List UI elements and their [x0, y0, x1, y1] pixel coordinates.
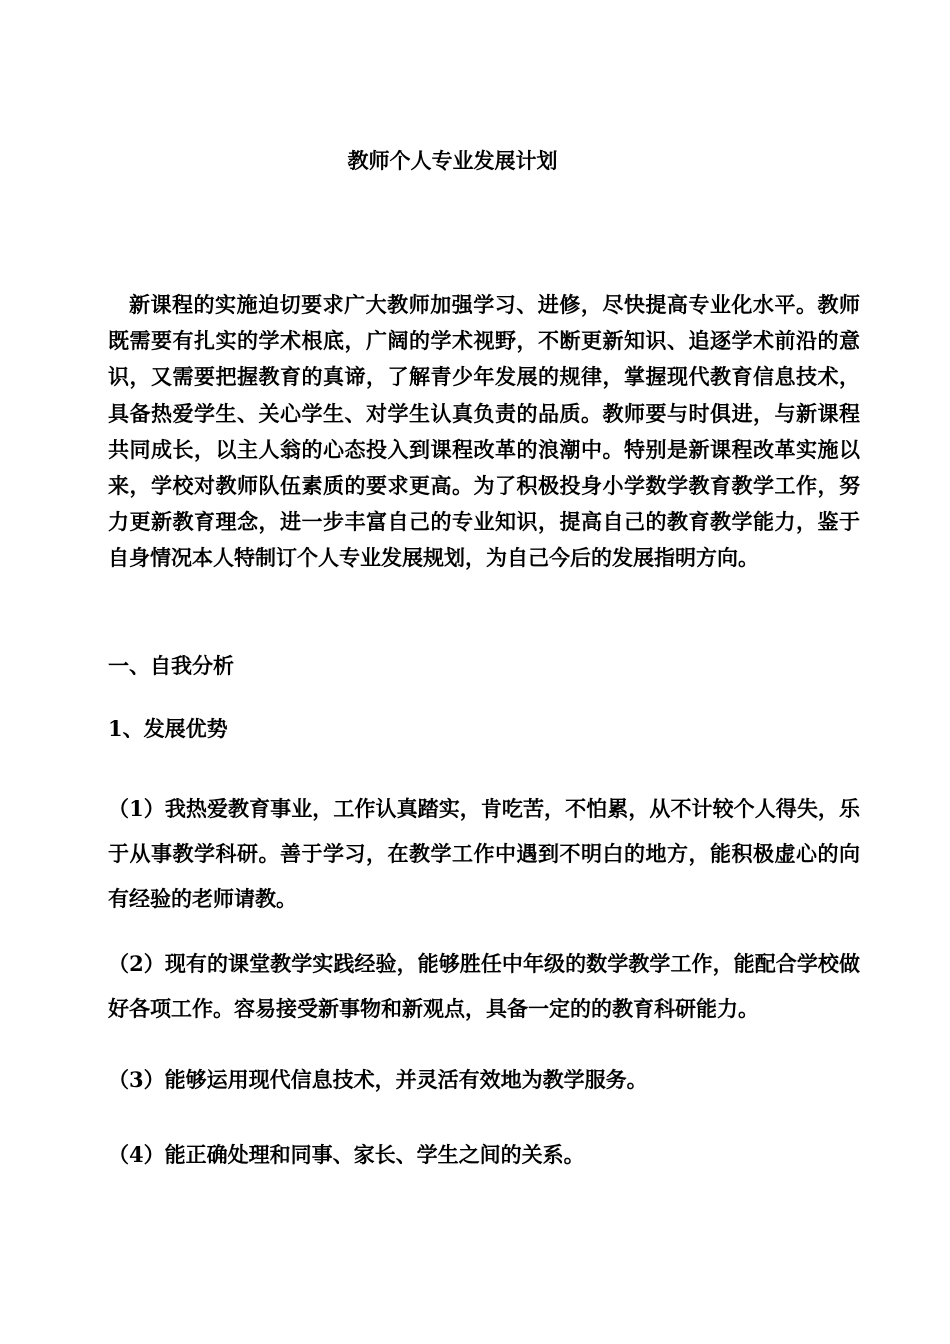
advantage-point-2: （2）现有的课堂教学实践经验，能够胜任中年级的数学教学工作，能配合学校做好各项工作。容易接受新事物和新观点，具备一定的的教育科研能力。 — [108, 951, 860, 1021]
advantage-point-4: （4）能正确处理和同事、家长、学生之间的关系。 — [108, 1142, 585, 1167]
document-title: 教师个人专业发展计划 — [347, 148, 558, 173]
subsection-heading-advantages: 1、发展优势 — [108, 716, 228, 741]
advantage-point-3: （3）能够运用现代信息技术，并灵活有效地为教学服务。 — [108, 1067, 648, 1092]
advantage-point-1: （1）我热爱教育事业，工作认真踏实，肯吃苦，不怕累，从不计较个人得失，乐于从事教学科研。善于学习，在教学工作中遇到不明白的地方，能积极虚心的向有经验的老师请教。 — [108, 796, 860, 911]
intro-paragraph: 新课程的实施迫切要求广大教师加强学习、进修，尽快提高专业化水平。教师既需要有扎实的学术根底，广阔的学术视野，不断更新知识、追逐学术前沿的意识，又需要把握教育的真谛，了解青少年发展的规律，掌握现代教育信息技术，具备热爱学生、关心学生、对学生认真负责的品质。教师要与时俱进，与新课程共同成长，以主人翁的心态投入到课程改革的浪潮中。特别是新课程改革实施以来，学校对教师队伍素质的要求更高。为了积极投身小学数学教育教学工作，努力更新教育理念，进一步丰富自己的专业知识，提高自己的教育教学能力，鉴于自身情况本人特制订个人专业发展规划，为自己今后的发展指明方向。 — [108, 292, 860, 571]
section-heading-self-analysis: 一、自我分析 — [108, 653, 234, 678]
